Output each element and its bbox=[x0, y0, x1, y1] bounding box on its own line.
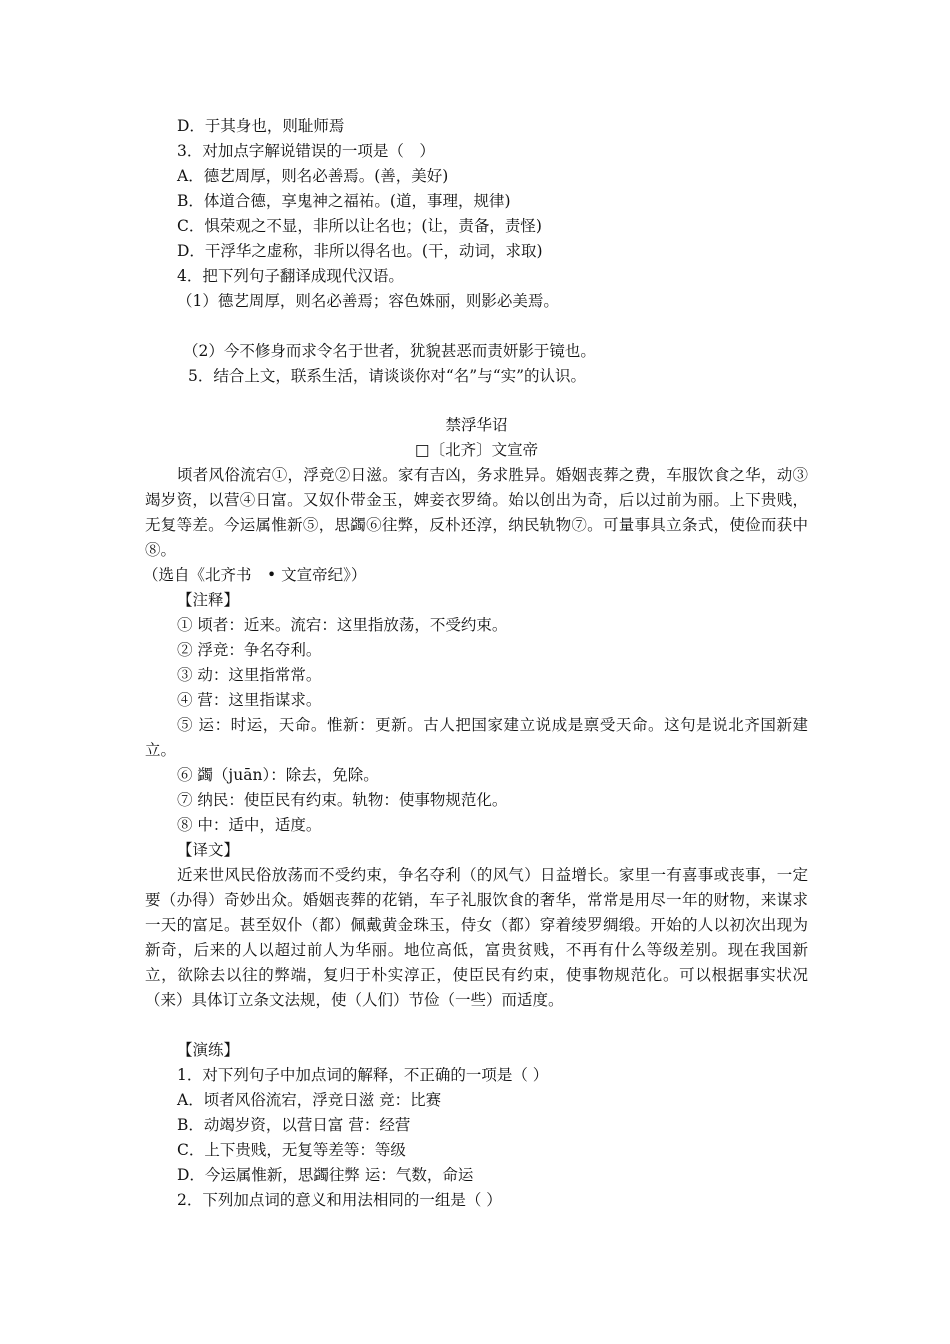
q3-option-c: C．惧荣观之不显，非所以让名也；(让，责备，责怪) bbox=[177, 217, 542, 235]
practice-q1-option-d: D．今运属惟新，思蠲往弊 运：气数，命运 bbox=[177, 1166, 474, 1184]
article-body: 顷者风俗流宕①，浮竞②日滋。家有吉凶，务求胜异。婚姻丧葬之费，车服饮食之华，动③竭岁资，以营④日富。又奴仆带金玉，婢妾衣罗绮。始以创出为奇，后以过前为丽。上下贵贱，无复等差。今运属惟新⑤，思蠲⑥往弊，反朴还淳，纳民轨物⑦。可量事具立条式，使俭而获中⑧。 bbox=[145, 466, 808, 559]
note-7: ⑦ 纳民：使臣民有约束。轨物：使事物规范化。 bbox=[177, 791, 508, 809]
q3-stem: 3．对加点字解说错误的一项是（ ） bbox=[177, 142, 435, 160]
practice-q2-stem: 2．下列加点词的意义和用法相同的一组是（ ） bbox=[177, 1191, 502, 1209]
note-5: ⑤ 运：时运，天命。惟新：更新。古人把国家建立说成是禀受天命。这句是说北齐国新建立。 bbox=[145, 716, 808, 759]
note-1: ① 顷者：近来。流宕：这里指放荡，不受约束。 bbox=[177, 616, 508, 634]
practice-heading: 【演练】 bbox=[177, 1041, 240, 1059]
q4-sentence-2: （2）今不修身而求令名于世者，犹貌甚恶而责妍影于镜也。 bbox=[183, 342, 596, 360]
q4-sentence-1: （1）德艺周厚，则名必善焉；容色姝丽，则影必美焉。 bbox=[177, 292, 559, 310]
article-title: 禁浮华诏 bbox=[445, 416, 508, 434]
article-author: □〔北齐〕文宣帝 bbox=[414, 441, 539, 459]
q3-option-b: B．体道合德，享鬼神之福祐。(道，事理，规律) bbox=[177, 192, 511, 210]
translation-heading: 【译文】 bbox=[177, 841, 240, 859]
q4-stem: 4．把下列句子翻译成现代汉语。 bbox=[177, 267, 404, 285]
practice-q1-option-c: C．上下贵贱，无复等差等：等级 bbox=[177, 1141, 406, 1159]
q3-option-a: A．德艺周厚，则名必善焉。(善，美好) bbox=[177, 167, 449, 185]
article-source: （选自《北齐书 • 文宣帝纪》） bbox=[143, 566, 367, 584]
note-3: ③ 动：这里指常常。 bbox=[177, 666, 322, 684]
q5-stem: 5．结合上文，联系生活，请谈谈你对“名”与“实”的认识。 bbox=[188, 367, 587, 385]
practice-q1-option-a: A．顷者风俗流宕，浮竞日滋 竞：比赛 bbox=[177, 1091, 442, 1109]
q3-option-d: D．干浮华之虚称，非所以得名也。(干，动词，求取) bbox=[177, 242, 543, 260]
translation-body: 近来世风民俗放荡而不受约束，争名夺利（的风气）日益增长。家里一有喜事或丧事，一定要（办得）奇妙出众。婚姻丧葬的花销，车子礼服饮食的奢华，常常是用尽一年的财物，来谋求一天的富足。甚至奴仆（都）佩戴黄金珠玉，侍女（都）穿着绫罗绸缎。开始的人以初次出现为新奇，后来的人以超过前人为华丽。地位高低，富贵贫贱，不再有什么等级差别。现在我国新立，欲除去以往的弊端，复归于朴实淳正，使臣民有约束，使事物规范化。可以根据事实状况（来）具体订立条文法规，使（人们）节俭（一些）而适度。 bbox=[145, 866, 808, 1009]
note-6: ⑥ 蠲（juān）：除去，免除。 bbox=[177, 766, 379, 784]
note-4: ④ 营：这里指谋求。 bbox=[177, 691, 322, 709]
note-2: ② 浮竞：争名夺利。 bbox=[177, 641, 322, 659]
notes-heading: 【注释】 bbox=[177, 591, 240, 609]
practice-q1-stem: 1．对下列句子中加点词的解释，不正确的一项是（ ） bbox=[177, 1066, 549, 1084]
q2-option-d: D．于其身也，则耻师焉 bbox=[177, 117, 345, 135]
note-8: ⑧ 中：适中，适度。 bbox=[177, 816, 322, 834]
practice-q1-option-b: B．动竭岁资，以营日富 营：经营 bbox=[177, 1116, 411, 1134]
